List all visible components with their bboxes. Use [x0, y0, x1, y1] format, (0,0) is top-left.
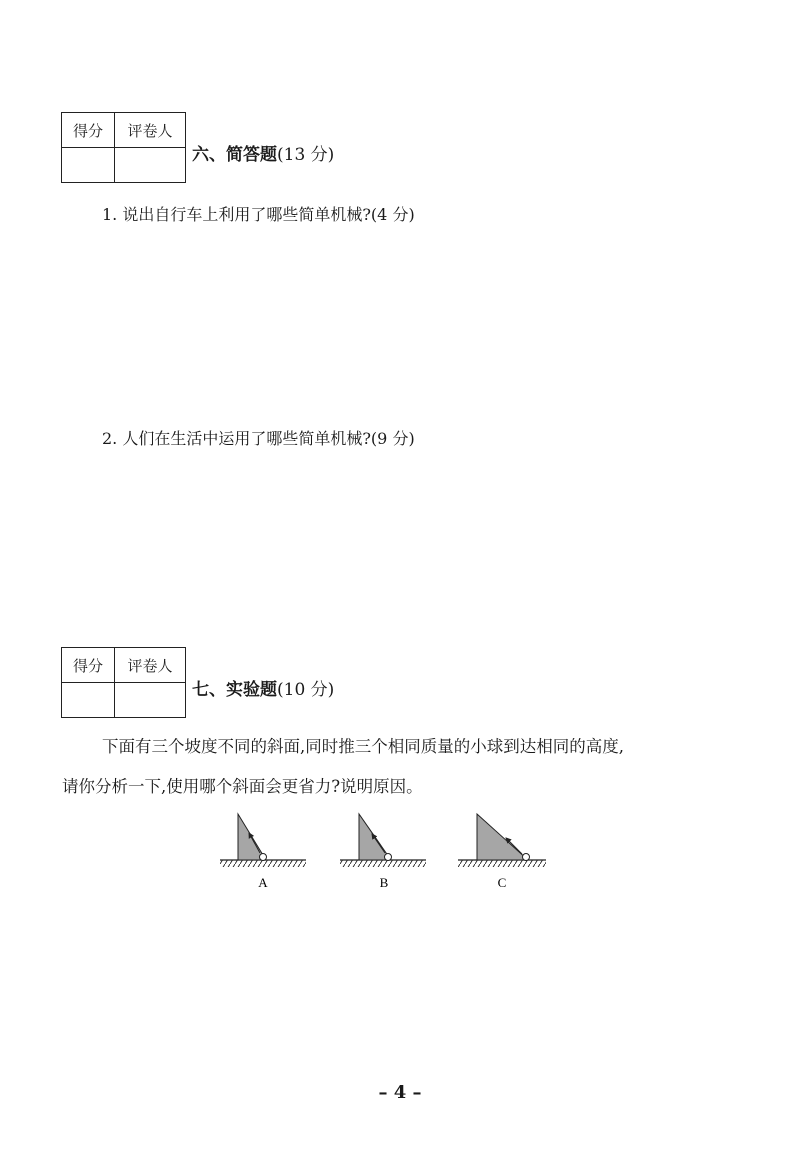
incline-a-ball — [260, 854, 267, 861]
score-cell[interactable] — [62, 148, 115, 183]
page-number: – 4 – — [378, 1082, 422, 1103]
section-6-heading — [192, 140, 334, 165]
incline-b-ball — [385, 854, 392, 861]
question-1: 1. 说出自行车上利用了哪些简单机械?(4 分) — [102, 205, 415, 224]
experiment-paragraph-line1: 下面有三个坡度不同的斜面,同时推三个相同质量的小球到达相同的高度, — [102, 737, 624, 756]
incline-c-label: C — [497, 875, 507, 890]
section-7-heading — [192, 675, 334, 700]
incline-c-ball — [523, 854, 530, 861]
incline-b-label: B — [379, 875, 389, 890]
inclines-figure — [200, 800, 580, 900]
grader-cell[interactable] — [115, 683, 186, 718]
score-cell[interactable] — [62, 683, 115, 718]
grader-cell[interactable] — [115, 148, 186, 183]
experiment-paragraph-line2: 请你分析一下,使用哪个斜面会更省力?说明原因。 — [62, 777, 423, 796]
section-7-title: 七、实验题 — [192, 680, 277, 700]
incline-a-label: A — [258, 875, 268, 890]
incline-c-slope — [477, 814, 528, 860]
grader-label: 评卷人 — [115, 648, 186, 683]
incline-b — [340, 814, 426, 890]
score-label: 得分 — [62, 113, 115, 148]
section-6-points: (13 分) — [277, 145, 335, 165]
score-table-section6 — [61, 112, 186, 183]
score-label: 得分 — [62, 648, 115, 683]
grader-label: 评卷人 — [115, 113, 186, 148]
incline-b-slope — [359, 814, 391, 860]
score-table-section7 — [61, 647, 186, 718]
incline-a-slope — [238, 814, 266, 860]
incline-c — [458, 814, 546, 890]
section-7-points: (10 分) — [277, 680, 335, 700]
question-2: 2. 人们在生活中运用了哪些简单机械?(9 分) — [102, 429, 415, 448]
section-6-title: 六、简答题 — [192, 145, 277, 165]
incline-a — [220, 814, 306, 890]
